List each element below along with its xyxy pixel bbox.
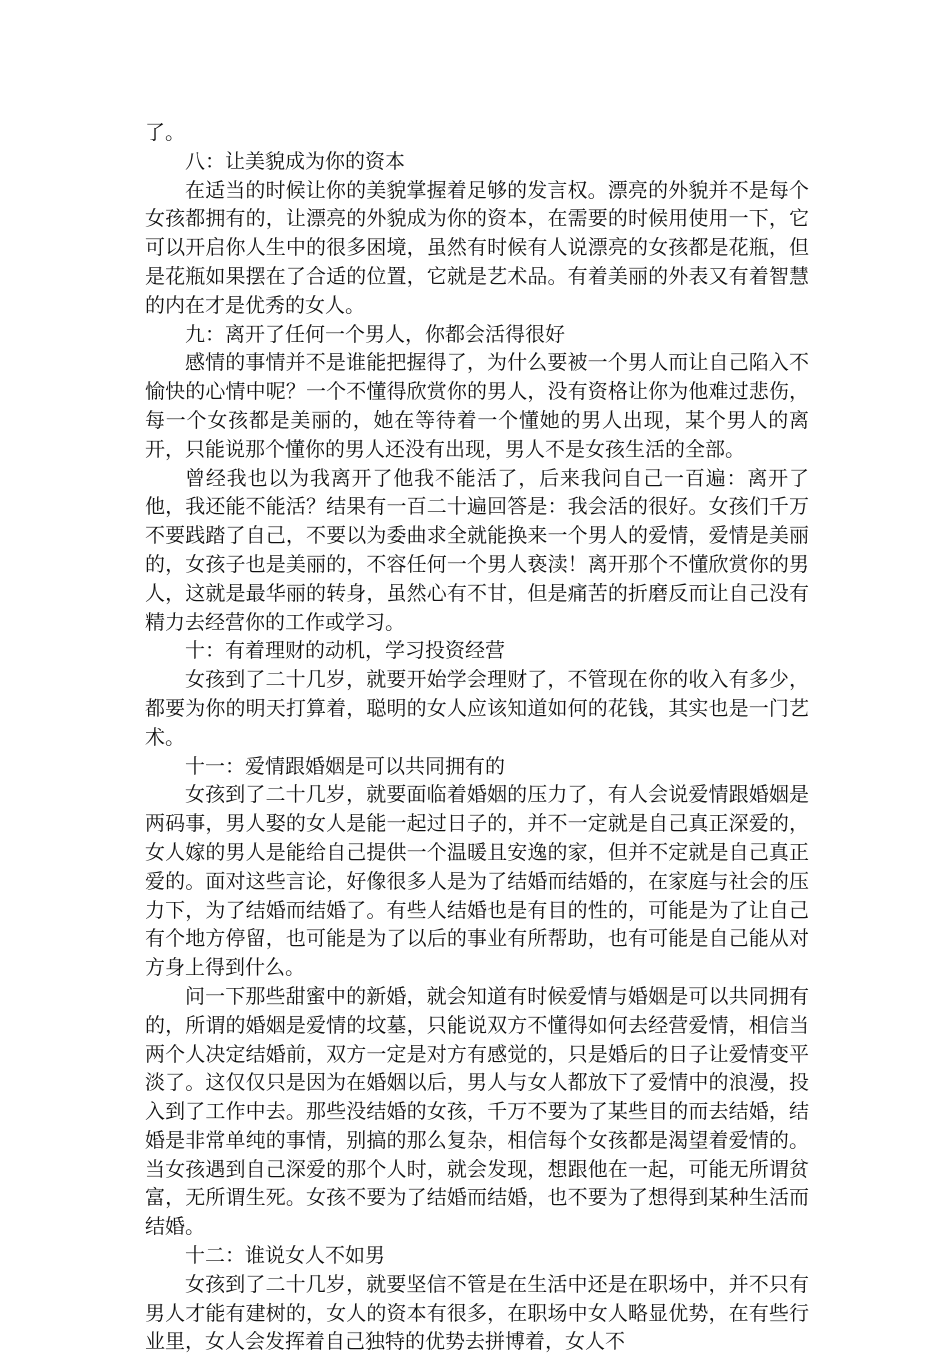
paragraph-11-body-2: 问一下那些甜蜜中的新婚，就会知道有时候爱情与婚姻是可以共同拥有的，所谓的婚姻是爱情的坟墓，只能说双方不懂得如何去经营爱情，相信当两个人决定结婚前，双方一定是对方有感觉的，只是婚后的日子让爱情变平淡了。这仅仅只是因为在婚姻以后，男人与女人都放下了爱情中的浪漫，投入到了工作中去。那些没结婚的女孩，千万不要为了某些目的而去结婚，结婚是非常单纯的事情，别搞的那么复杂，相信每个女孩都是渴望着爱情的。当女孩遇到自己深爱的那个人时，就会发现，想跟他在一起，可能无所谓贫富，无所谓生死。女孩不要为了结婚而结婚，也不要为了想得到某种生活而结婚。 [145,983,809,1239]
paragraph-11-body-1: 女孩到了二十几岁，就要面临着婚姻的压力了，有人会说爱情跟婚姻是两码事，男人娶的女人是能一起过日子的，并不一定就是自己真正深爱的，女人嫁的男人是能给自己提供一个温暖且安逸的家，但并不定就是自己真正爱的。面对这些言论，好像很多人是为了结婚而结婚的，在家庭与社会的压力下，为了结婚而结婚了。有些人结婚也是有目的性的，可能是为了让自己有个地方停留，也可能是为了以后的事业有所帮助，也有可能是自己能从对方身上得到什么。 [145,782,809,980]
paragraph-8-body: 在适当的时候让你的美貌掌握着足够的发言权。漂亮的外貌并不是每个女孩都拥有的，让漂亮的外貌成为你的资本，在需要的时候用使用一下，它可以开启你人生中的很多困境，虽然有时候有人说漂亮的女孩都是花瓶，但是花瓶如果摆在了合适的位置，它就是艺术品。有着美丽的外表又有着智慧的内在才是优秀的女人。 [145,177,809,317]
section-heading-11: 十一：爱情跟婚姻是可以共同拥有的 [185,753,505,778]
document-page [145,118,809,1356]
text-line-0: 了。 [145,120,185,144]
section-heading-9: 九：离开了任何一个男人，你都会活得很好 [185,321,565,346]
section-heading-8: 八：让美貌成为你的资本 [185,148,405,173]
paragraph-10-body: 女孩到了二十几岁，就要开始学会理财了，不管现在你的收入有多少，都要为你的明天打算着，聪明的女人应该知道如何的花钱，其实也是一门艺术。 [145,667,809,749]
section-heading-10: 十：有着理财的动机，学习投资经营 [185,638,505,663]
section-heading-12: 十二：谁说女人不如男 [185,1243,385,1268]
paragraph-9-body-2: 曾经我也以为我离开了他我不能活了，后来我问自己一百遍：离开了他，我还能不能活？结果有一百二十遍回答是：我会活的很好。女孩们千万不要践踏了自己，不要以为委曲求全就能换来一个男人的爱情，爱情是美丽的，女孩子也是美丽的，不容任何一个男人亵渎！离开那个不懂欣赏你的男人，这就是最华丽的转身，虽然心有不甘，但是痛苦的折磨反而让自己没有精力去经营你的工作或学习。 [145,465,809,634]
paragraph-12-body: 女孩到了二十几岁，就要坚信不管是在生活中还是在职场中，并不只有男人才能有建树的，女人的资本有很多，在职场中女人略显优势，在有些行业里，女人会发挥着自己独特的优势去拼博着，女人不 [145,1271,809,1354]
paragraph-9-body-1: 感情的事情并不是谁能把握得了，为什么要被一个男人而让自己陷入不愉快的心情中呢？一个不懂得欣赏你的男人，没有资格让你为他难过悲伤，每一个女孩都是美丽的，她在等待着一个懂她的男人出现，某个男人的离开，只能说那个懂你的男人还没有出现，男人不是女孩生活的全部。 [145,350,809,461]
